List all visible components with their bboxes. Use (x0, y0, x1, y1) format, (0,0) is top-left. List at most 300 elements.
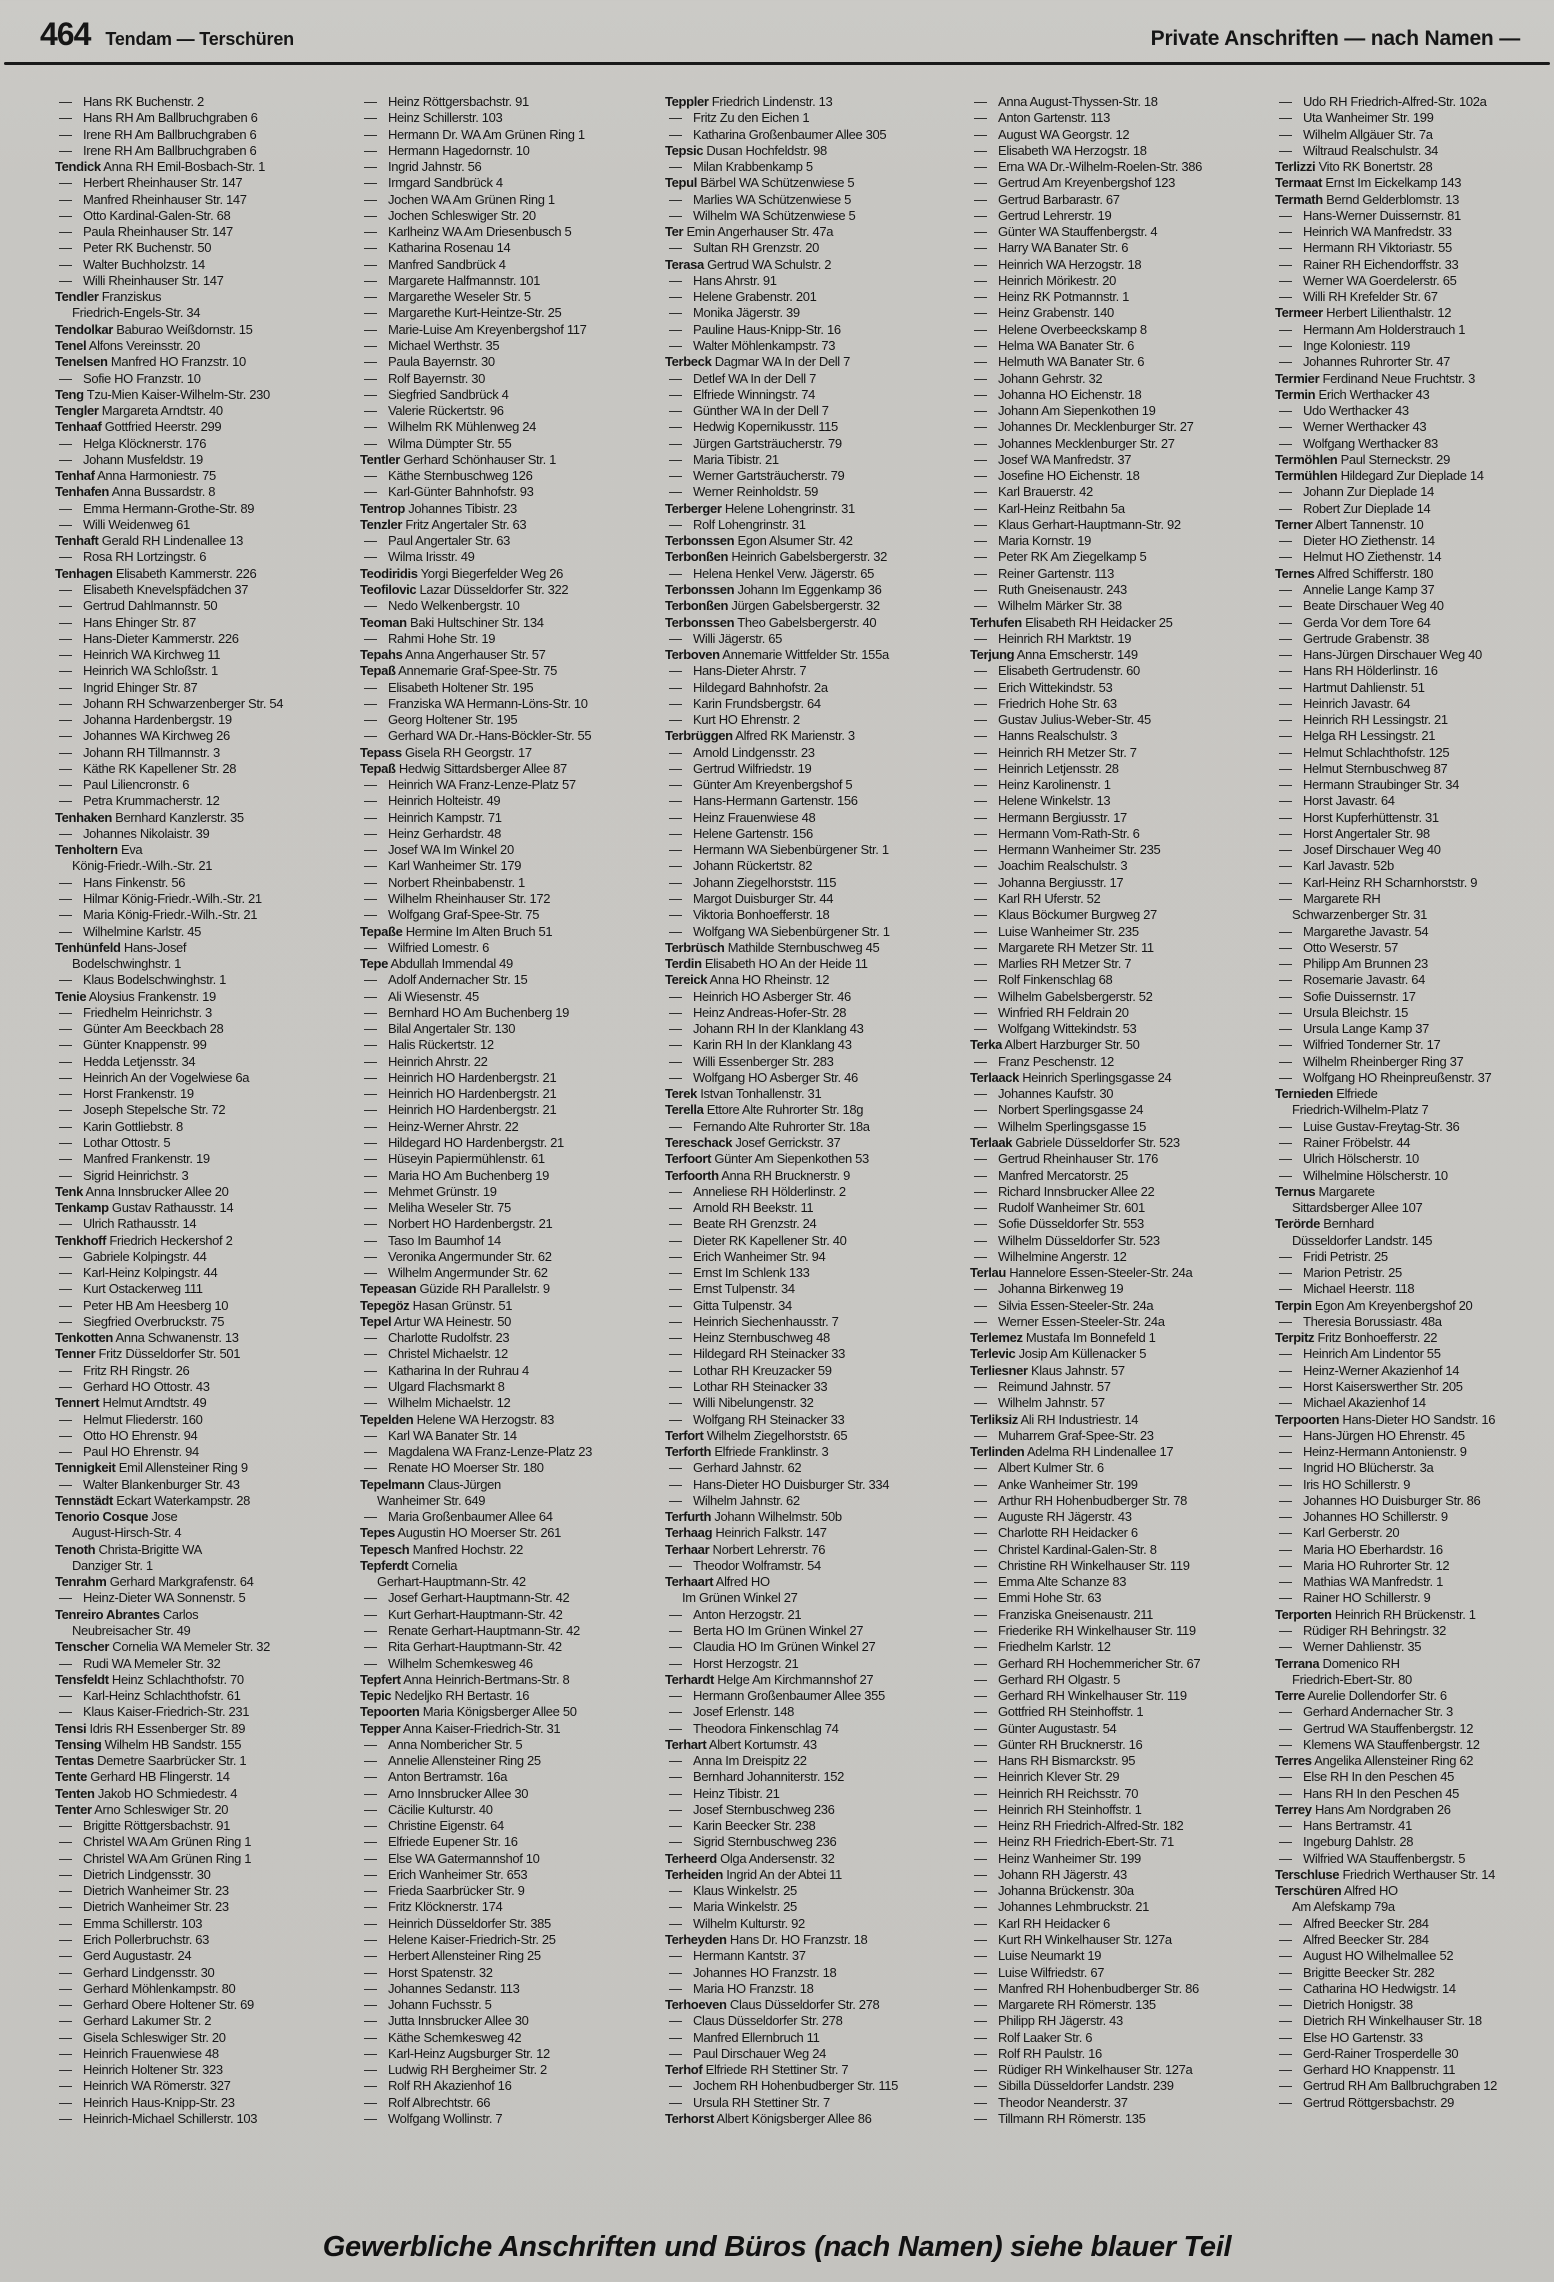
directory-entry: — Heinz Andreas-Hofer-Str. 28 (669, 1004, 847, 1020)
entry-dash: — (974, 1395, 987, 1411)
entry-dash: — (364, 224, 377, 240)
entry-dash: — (974, 207, 987, 223)
directory-entry: Termath Bernd Gelderblomstr. 13 (1275, 191, 1459, 207)
entry-dash: — (59, 825, 72, 841)
directory-entry: — Johann Musfeldstr. 19 (59, 451, 203, 467)
directory-entry: — Günter Augustastr. 54 (974, 1720, 1117, 1736)
directory-entry: — Norbert HO Hardenbergstr. 21 (364, 1216, 553, 1232)
directory-entry: Am Alefskamp 79a (1292, 1899, 1395, 1915)
directory-entry: — Wilma Dümpter Str. 55 (364, 435, 512, 451)
entry-dash: — (974, 403, 987, 419)
entry-dash: — (364, 1899, 377, 1915)
entry-dash: — (1279, 354, 1292, 370)
entry-dash: — (974, 1997, 987, 2013)
directory-entry: — Ursula Lange Kamp 37 (1279, 1021, 1429, 1037)
entry-dash: — (974, 1639, 987, 1655)
entry-dash: — (364, 1997, 377, 2013)
directory-entry: Tepic Nedeljko RH Bertastr. 16 (360, 1688, 530, 1704)
entry-dash: — (364, 891, 377, 907)
entry-dash: — (364, 2062, 377, 2078)
entry-dash: — (59, 1004, 72, 1020)
directory-entry: — Hans RH Am Ballbruchgraben 6 (59, 110, 258, 126)
directory-entry: — Jutta Innsbrucker Allee 30 (364, 2013, 529, 2029)
directory-entry: — Werner Reinholdstr. 59 (669, 484, 819, 500)
entry-dash: — (974, 305, 987, 321)
entry-dash: — (974, 1216, 987, 1232)
directory-entry: — Annelie Allensteiner Ring 25 (364, 1753, 541, 1769)
entry-dash: — (59, 1476, 72, 1492)
directory-entry: — Johann Zur Dieplade 14 (1279, 484, 1435, 500)
directory-entry: — Gertrud Dahlmannstr. 50 (59, 598, 218, 614)
directory-entry: — Dietrich Wanheimer Str. 23 (59, 1899, 229, 1915)
directory-entry: Terasa Gertrud WA Schulstr. 2 (665, 256, 832, 272)
directory-entry: — Herbert Rheinhauser Str. 147 (59, 175, 243, 191)
directory-entry: — Elisabeth Holtener Str. 195 (364, 679, 534, 695)
directory-entry: — Hermann Dr. WA Am Grünen Ring 1 (364, 126, 585, 142)
directory-entry: Tepes Augustin HO Moerser Str. 261 (360, 1525, 562, 1541)
entry-dash: — (364, 1118, 377, 1134)
entry-dash: — (1279, 1444, 1292, 1460)
entry-dash: — (974, 809, 987, 825)
directory-entry: — Gerhard RH Olgastr. 5 (974, 1671, 1120, 1687)
entry-dash: — (669, 1801, 682, 1817)
directory-entry: Terschüren Alfred HO (1275, 1883, 1398, 1899)
directory-entry: — Rolf RH Akazienhof 16 (364, 2078, 512, 2094)
directory-entry: — Klemens WA Stauffenbergstr. 12 (1279, 1736, 1480, 1752)
directory-entry: — Heinrich HO Hardenbergstr. 21 (364, 1086, 557, 1102)
directory-entry: — Franziska Gneisenaustr. 211 (974, 1606, 1154, 1622)
directory-entry: — Theodor Wolframstr. 54 (669, 1557, 821, 1573)
entry-dash: — (59, 1866, 72, 1882)
entry-dash: — (974, 142, 987, 158)
entry-dash: — (669, 321, 682, 337)
directory-entry: — Johann Am Siepenkothen 19 (974, 403, 1156, 419)
entry-dash: — (364, 1883, 377, 1899)
directory-entry: Terfurth Johann Wilhelmstr. 50b (665, 1509, 842, 1525)
directory-entry: — Josef Erlenstr. 148 (669, 1704, 795, 1720)
directory-entry: — Heinz RH Friedrich-Ebert-Str. 71 (974, 1834, 1174, 1850)
entry-dash: — (974, 1964, 987, 1980)
directory-entry: — Willi Essenberger Str. 283 (669, 1053, 834, 1069)
entry-dash: — (1279, 1021, 1292, 1037)
entry-dash: — (669, 988, 682, 1004)
entry-dash: — (974, 939, 987, 955)
directory-entry: — Willi RH Krefelder Str. 67 (1279, 289, 1438, 305)
directory-entry: — Theresia Borussiastr. 48a (1279, 1313, 1442, 1329)
entry-dash: — (974, 1102, 987, 1118)
entry-dash: — (1279, 1248, 1292, 1264)
directory-entry: — Hans-Werner Duissernstr. 81 (1279, 207, 1461, 223)
directory-entry: König-Friedr.-Wilh.-Str. 21 (72, 858, 213, 874)
entry-dash: — (974, 126, 987, 142)
directory-entry: — Hans RH In den Peschen 45 (1279, 1785, 1460, 1801)
directory-entry: — Rolf RH Paulstr. 16 (974, 2045, 1102, 2061)
directory-entry: — Muharrem Graf-Spee-Str. 23 (974, 1427, 1154, 1443)
entry-dash: — (364, 1265, 377, 1281)
entry-dash: — (364, 354, 377, 370)
directory-entry: — Hans Finkenstr. 56 (59, 874, 186, 890)
directory-entry: — Heinrich WA Herzogstr. 18 (974, 256, 1142, 272)
directory-entry: — Klaus Bodelschwinghstr. 1 (59, 972, 227, 988)
entry-dash: — (974, 1834, 987, 1850)
entry-dash: — (59, 1118, 72, 1134)
entry-dash: — (669, 1622, 682, 1638)
entry-dash: — (1279, 777, 1292, 793)
entry-dash: — (59, 224, 72, 240)
entry-dash: — (1279, 1574, 1292, 1590)
directory-column (1275, 94, 1554, 2127)
directory-entry: — Norbert Sperlingsgasse 24 (974, 1102, 1144, 1118)
directory-entry: — Josef Sternbuschweg 236 (669, 1801, 835, 1817)
directory-entry: — Helene Grabenstr. 201 (669, 289, 817, 305)
directory-entry: — Wolfgang HO Asberger Str. 46 (669, 1069, 858, 1085)
entry-dash: — (669, 2094, 682, 2110)
directory-entry: — Margarete RH Römerstr. 135 (974, 1997, 1156, 2013)
directory-entry: Tenie Aloysius Frankenstr. 19 (55, 988, 216, 1004)
directory-entry: — Hans RH Hölderlinstr. 16 (1279, 663, 1438, 679)
directory-entry: Tepe Abdullah Immendal 49 (360, 956, 513, 972)
directory-entry: — Wilhelm Allgäuer Str. 7a (1279, 126, 1433, 142)
entry-dash: — (1279, 1151, 1292, 1167)
directory-entry: Terella Ettore Alte Ruhrorter Str. 18g (665, 1102, 864, 1118)
directory-entry: — Gertrude Grabenstr. 38 (1279, 630, 1429, 646)
directory-entry: — Katharina Rosenau 14 (364, 240, 511, 256)
entry-dash: — (59, 549, 72, 565)
directory-entry: — Gerd Augustastr. 24 (59, 1948, 192, 1964)
entry-dash: — (364, 1232, 377, 1248)
directory-entry: Düsseldorfer Landstr. 145 (1292, 1232, 1433, 1248)
directory-entry: — Gerhard Jahnstr. 62 (669, 1460, 802, 1476)
directory-entry: — Gerhard Andernacher Str. 3 (1279, 1704, 1453, 1720)
directory-entry: — Josef WA Manfredstr. 37 (974, 451, 1132, 467)
entry-dash: — (669, 191, 682, 207)
entry-dash: — (974, 972, 987, 988)
entry-dash: — (364, 1004, 377, 1020)
entry-dash: — (669, 1200, 682, 1216)
entry-dash: — (1279, 695, 1292, 711)
directory-entry: — Hermann Straubinger Str. 34 (1279, 777, 1460, 793)
directory-entry: — Siegfried Overbruckstr. 75 (59, 1313, 225, 1329)
directory-entry: — Gertrud Röttgersbachstr. 29 (1279, 2094, 1454, 2110)
entry-dash: — (974, 777, 987, 793)
entry-dash: — (59, 240, 72, 256)
directory-entry: Ternes Alfred Schifferstr. 180 (1275, 565, 1434, 581)
directory-entry: — Heinrich Holtener Str. 323 (59, 2062, 223, 2078)
entry-dash: — (1279, 1818, 1292, 1834)
directory-entry: — Hermann RH Viktoriastr. 55 (1279, 240, 1452, 256)
entry-dash: — (669, 403, 682, 419)
entry-dash: — (974, 468, 987, 484)
entry-dash: — (364, 793, 377, 809)
directory-entry: — Johannes Ruhrorter Str. 47 (1279, 354, 1450, 370)
directory-entry: — Norbert Rheinbabenstr. 1 (364, 874, 525, 890)
entry-dash: — (669, 2078, 682, 2094)
directory-entry: — Kurt RH Winkelhauser Str. 127a (974, 1932, 1172, 1948)
entry-dash: — (669, 1883, 682, 1899)
entry-dash: — (364, 1427, 377, 1443)
directory-entry: — Wilhelm Kulturstr. 92 (669, 1915, 805, 1931)
directory-entry: — Johann Fuchsstr. 5 (364, 1997, 492, 2013)
directory-entry: — Klaus Kaiser-Friedrich-Str. 231 (59, 1704, 250, 1720)
directory-entry: — Paul HO Ehrenstr. 94 (59, 1444, 199, 1460)
directory-entry: — Anna Im Dreispitz 22 (669, 1753, 807, 1769)
entry-dash: — (59, 1135, 72, 1150)
entry-dash: — (669, 1346, 682, 1362)
directory-entry: Tenel Alfons Vereinsstr. 20 (55, 337, 200, 353)
entry-dash: — (364, 1021, 377, 1037)
entry-dash: — (669, 305, 682, 321)
entry-dash: — (59, 744, 72, 760)
entry-dash: — (59, 1281, 72, 1297)
entry-dash: — (1279, 825, 1292, 841)
directory-entry: — Claudia HO Im Grünen Winkel 27 (669, 1639, 876, 1655)
entry-dash: — (974, 337, 987, 353)
directory-entry: — Emmi Hohe Str. 63 (974, 1590, 1102, 1606)
entry-dash: — (1279, 1265, 1292, 1281)
entry-dash: — (669, 451, 682, 467)
entry-dash: — (974, 159, 987, 175)
entry-dash: — (669, 1785, 682, 1801)
entry-dash: — (364, 1801, 377, 1817)
directory-entry: — Wilhelm WA Schützenwiese 5 (669, 207, 856, 223)
entry-dash: — (974, 1622, 987, 1638)
directory-entry: Termaat Ernst Im Eickelkamp 143 (1275, 175, 1462, 191)
entry-dash: — (974, 1086, 987, 1102)
directory-entry: — Claus Düsseldorfer Str. 278 (669, 2013, 843, 2029)
directory-entry: — Helmut Sternbuschweg 87 (1279, 760, 1448, 776)
directory-entry: — Dietrich Wanheimer Str. 23 (59, 1883, 229, 1899)
entry-dash: — (364, 988, 377, 1004)
entry-dash: — (1279, 614, 1292, 630)
directory-entry: — Heinz-Werner Akazienhof 14 (1279, 1362, 1460, 1378)
entry-dash: — (364, 1850, 377, 1866)
directory-entry: Tenzler Fritz Angertaler Str. 63 (360, 516, 527, 532)
directory-entry: — Marie-Luise Am Kreyenbergshof 117 (364, 321, 587, 337)
directory-entry: Tenhaken Bernhard Kanzlerstr. 35 (55, 809, 244, 825)
directory-entry: — Karl WA Banater Str. 14 (364, 1427, 517, 1443)
entry-dash: — (974, 1297, 987, 1313)
directory-entry: — Gertrud WA Stauffenbergstr. 12 (1279, 1720, 1474, 1736)
directory-entry: — Heinrich Mörikestr. 20 (974, 272, 1117, 288)
entry-dash: — (364, 858, 377, 874)
directory-entry: — Hans-Jürgen Dirschauer Weg 40 (1279, 647, 1482, 663)
entry-dash: — (364, 1964, 377, 1980)
directory-entry: — Heinrich Haus-Knipp-Str. 23 (59, 2094, 235, 2110)
directory-entry: — Wilma Irisstr. 49 (364, 549, 475, 565)
entry-dash: — (974, 988, 987, 1004)
directory-entry: — Hans-Dieter Kammerstr. 226 (59, 630, 239, 646)
directory-entry: Gerhart-Hauptmann-Str. 42 (377, 1574, 526, 1590)
directory-entry: — Wilhelm Düsseldorfer Str. 523 (974, 1232, 1160, 1248)
directory-entry: Terek Istvan Tonhallenstr. 31 (665, 1086, 822, 1102)
entry-dash: — (1279, 2045, 1292, 2061)
entry-dash: — (669, 858, 682, 874)
entry-dash: — (974, 1557, 987, 1573)
entry-dash: — (1279, 224, 1292, 240)
directory-entry: — Hans Bertramstr. 41 (1279, 1818, 1412, 1834)
directory-entry: — Gisela Schleswiger Str. 20 (59, 2029, 226, 2045)
directory-entry: Wanheimer Str. 649 (377, 1492, 486, 1508)
directory-entry: — Heinrich Kampstr. 71 (364, 809, 502, 825)
directory-entry: — Margarete Halfmannstr. 101 (364, 272, 541, 288)
directory-entry: — Heinrich WA Schloßstr. 1 (59, 663, 218, 679)
directory-entry: — Maria Tibistr. 21 (669, 451, 779, 467)
entry-dash: — (974, 956, 987, 972)
entry-dash: — (974, 1948, 987, 1964)
directory-entry: — Rainer Fröbelstr. 44 (1279, 1135, 1411, 1150)
directory-entry: — Horst Frankenstr. 19 (59, 1086, 194, 1102)
directory-entry: — Ruth Gneisenaustr. 243 (974, 581, 1127, 597)
entry-dash: — (59, 1850, 72, 1866)
directory-entry: — Arnold RH Beekstr. 11 (669, 1200, 814, 1216)
entry-dash: — (1279, 549, 1292, 565)
entry-dash: — (59, 1167, 72, 1183)
entry-dash: — (364, 289, 377, 305)
entry-dash: — (1279, 142, 1292, 158)
directory-entry: — Rudi WA Memeler Str. 32 (59, 1655, 221, 1671)
entry-dash: — (974, 744, 987, 760)
directory-entry: Terlinden Adelma RH Lindenallee 17 (970, 1444, 1174, 1460)
entry-dash: — (364, 1590, 377, 1606)
directory-entry: Terka Albert Harzburger Str. 50 (970, 1037, 1140, 1053)
directory-entry: — Heinrich Letjensstr. 28 (974, 760, 1119, 776)
entry-dash: — (364, 435, 377, 451)
directory-entry: — Günter Knappenstr. 99 (59, 1037, 207, 1053)
entry-dash: — (59, 94, 72, 109)
entry-dash: — (974, 516, 987, 532)
entry-dash: — (1279, 1069, 1292, 1085)
entry-dash: — (364, 94, 377, 109)
entry-dash: — (669, 923, 682, 939)
directory-entry: — Ingeburg Dahlstr. 28 (1279, 1834, 1414, 1850)
entry-dash: — (364, 2029, 377, 2045)
entry-dash: — (974, 354, 987, 370)
directory-entry: — Wolfgang Werthacker 83 (1279, 435, 1438, 451)
directory-entry: — Inge Koloniestr. 119 (1279, 337, 1410, 353)
directory-entry: — Heinz Frauenwiese 48 (669, 809, 816, 825)
directory-entry: Terlizzi Vito RK Bonertstr. 28 (1275, 159, 1433, 175)
directory-entry: — Karl Wanheimer Str. 179 (364, 858, 522, 874)
directory-entry: — Hermann WA Siebenbürgener Str. 1 (669, 842, 889, 858)
entry-dash: — (59, 1883, 72, 1899)
entry-dash: — (364, 1866, 377, 1882)
directory-entry: — Tillmann RH Römerstr. 135 (974, 2110, 1146, 2126)
directory-entry: — Margot Duisburger Str. 44 (669, 891, 834, 907)
directory-entry: — Ulgard Flachsmarkt 8 (364, 1378, 505, 1394)
directory-entry: — Heinz Schillerstr. 103 (364, 110, 503, 126)
directory-entry: Tensi Idris RH Essenberger Str. 89 (55, 1720, 246, 1736)
entry-dash: — (364, 972, 377, 988)
entry-dash: — (669, 1248, 682, 1264)
directory-entry: Terbonssen Theo Gabelsbergerstr. 40 (665, 614, 877, 630)
directory-entry: — Heinz Gerhardstr. 48 (364, 825, 501, 841)
directory-entry: — Paul Liliencronstr. 6 (59, 777, 190, 793)
directory-entry: — Ernst Tulpenstr. 34 (669, 1281, 795, 1297)
entry-dash: — (59, 581, 72, 597)
directory-entry: Tenkotten Anna Schwanenstr. 13 (55, 1330, 239, 1346)
directory-entry: Tenten Jakob HO Schmiedestr. 4 (55, 1785, 238, 1801)
directory-entry: — Mehmet Grünstr. 19 (364, 1183, 497, 1199)
directory-entry: Teng Tzu-Mien Kaiser-Wilhelm-Str. 230 (55, 386, 270, 402)
entry-dash: — (1279, 1834, 1292, 1850)
directory-entry: — Manfred Sandbrück 4 (364, 256, 506, 272)
directory-entry: Terpoorten Hans-Dieter HO Sandstr. 16 (1275, 1411, 1496, 1427)
entry-dash: — (59, 679, 72, 695)
entry-dash: — (669, 1395, 682, 1411)
entry-dash: — (364, 1135, 377, 1150)
directory-entry: — Heinrich WA Manfredstr. 33 (1279, 224, 1452, 240)
directory-entry: — Josef Dirschauer Weg 40 (1279, 842, 1441, 858)
entry-dash: — (364, 110, 377, 126)
directory-entry: — Heinrich HO Asberger Str. 46 (669, 988, 851, 1004)
entry-dash: — (1279, 1427, 1292, 1443)
entry-dash: — (59, 712, 72, 728)
entry-dash: — (59, 1037, 72, 1053)
entry-dash: — (364, 191, 377, 207)
entry-dash: — (669, 516, 682, 532)
entry-dash: — (1279, 793, 1292, 809)
directory-entry: — Maria HO Eberhardstr. 16 (1279, 1541, 1443, 1557)
entry-dash: — (364, 1915, 377, 1931)
entry-dash: — (974, 435, 987, 451)
directory-entry: — Gitta Tulpenstr. 34 (669, 1297, 792, 1313)
entry-dash: — (974, 695, 987, 711)
directory-entry: — Magdalena WA Franz-Lenze-Platz 23 (364, 1444, 593, 1460)
directory-entry: — Detlef WA In der Dell 7 (669, 370, 816, 386)
directory-entry: — Christel Michaelstr. 12 (364, 1346, 508, 1362)
directory-entry: — Helmuth WA Banater Str. 6 (974, 354, 1145, 370)
entry-dash: — (364, 1948, 377, 1964)
entry-dash: — (974, 1574, 987, 1590)
entry-dash: — (1279, 1704, 1292, 1720)
entry-dash: — (974, 175, 987, 191)
directory-entry: — Ali Wiesenstr. 45 (364, 988, 479, 1004)
directory-entry: — Helene Overbeeckskamp 8 (974, 321, 1147, 337)
entry-dash: — (974, 598, 987, 614)
directory-entry: Terhardt Helge Am Kirchmannshof 27 (665, 1671, 874, 1687)
entry-dash: — (974, 370, 987, 386)
entry-dash: — (669, 1899, 682, 1915)
directory-entry: — Heinrich Am Lindentor 55 (1279, 1346, 1441, 1362)
directory-entry: Friedrich-Ebert-Str. 80 (1292, 1671, 1412, 1687)
entry-dash: — (364, 126, 377, 142)
directory-entry: — Heinrich WA Römerstr. 327 (59, 2078, 231, 2094)
directory-entry: — Rolf Lohengrinstr. 31 (669, 516, 806, 532)
entry-dash: — (364, 370, 377, 386)
directory-entry: — Sigrid Sternbuschweg 236 (669, 1834, 837, 1850)
entry-dash: — (974, 1151, 987, 1167)
entry-dash: — (974, 1476, 987, 1492)
directory-entry: — Willi Weidenweg 61 (59, 516, 190, 532)
entry-dash: — (1279, 1639, 1292, 1655)
directory-entry: — Karl RH Uferstr. 52 (974, 891, 1101, 907)
entry-dash: — (364, 1818, 377, 1834)
entry-dash: — (974, 728, 987, 744)
directory-entry: — Philipp Am Brunnen 23 (1279, 956, 1428, 972)
directory-entry: — Friedrich Hohe Str. 63 (974, 695, 1117, 711)
entry-dash: — (974, 793, 987, 809)
directory-entry: — Michael Akazienhof 14 (1279, 1395, 1426, 1411)
directory-entry: Terliksiz Ali RH Industriestr. 14 (970, 1411, 1139, 1427)
directory-entry: — Wilhelm Sperlingsgasse 15 (974, 1118, 1147, 1134)
entry-dash: — (669, 1118, 682, 1134)
directory-entry: Tentler Gerhard Schönhauser Str. 1 (360, 451, 556, 467)
entry-dash: — (59, 793, 72, 809)
entry-dash: — (974, 533, 987, 549)
entry-dash: — (1279, 1362, 1292, 1378)
entry-dash: — (1279, 321, 1292, 337)
entry-dash: — (669, 1021, 682, 1037)
